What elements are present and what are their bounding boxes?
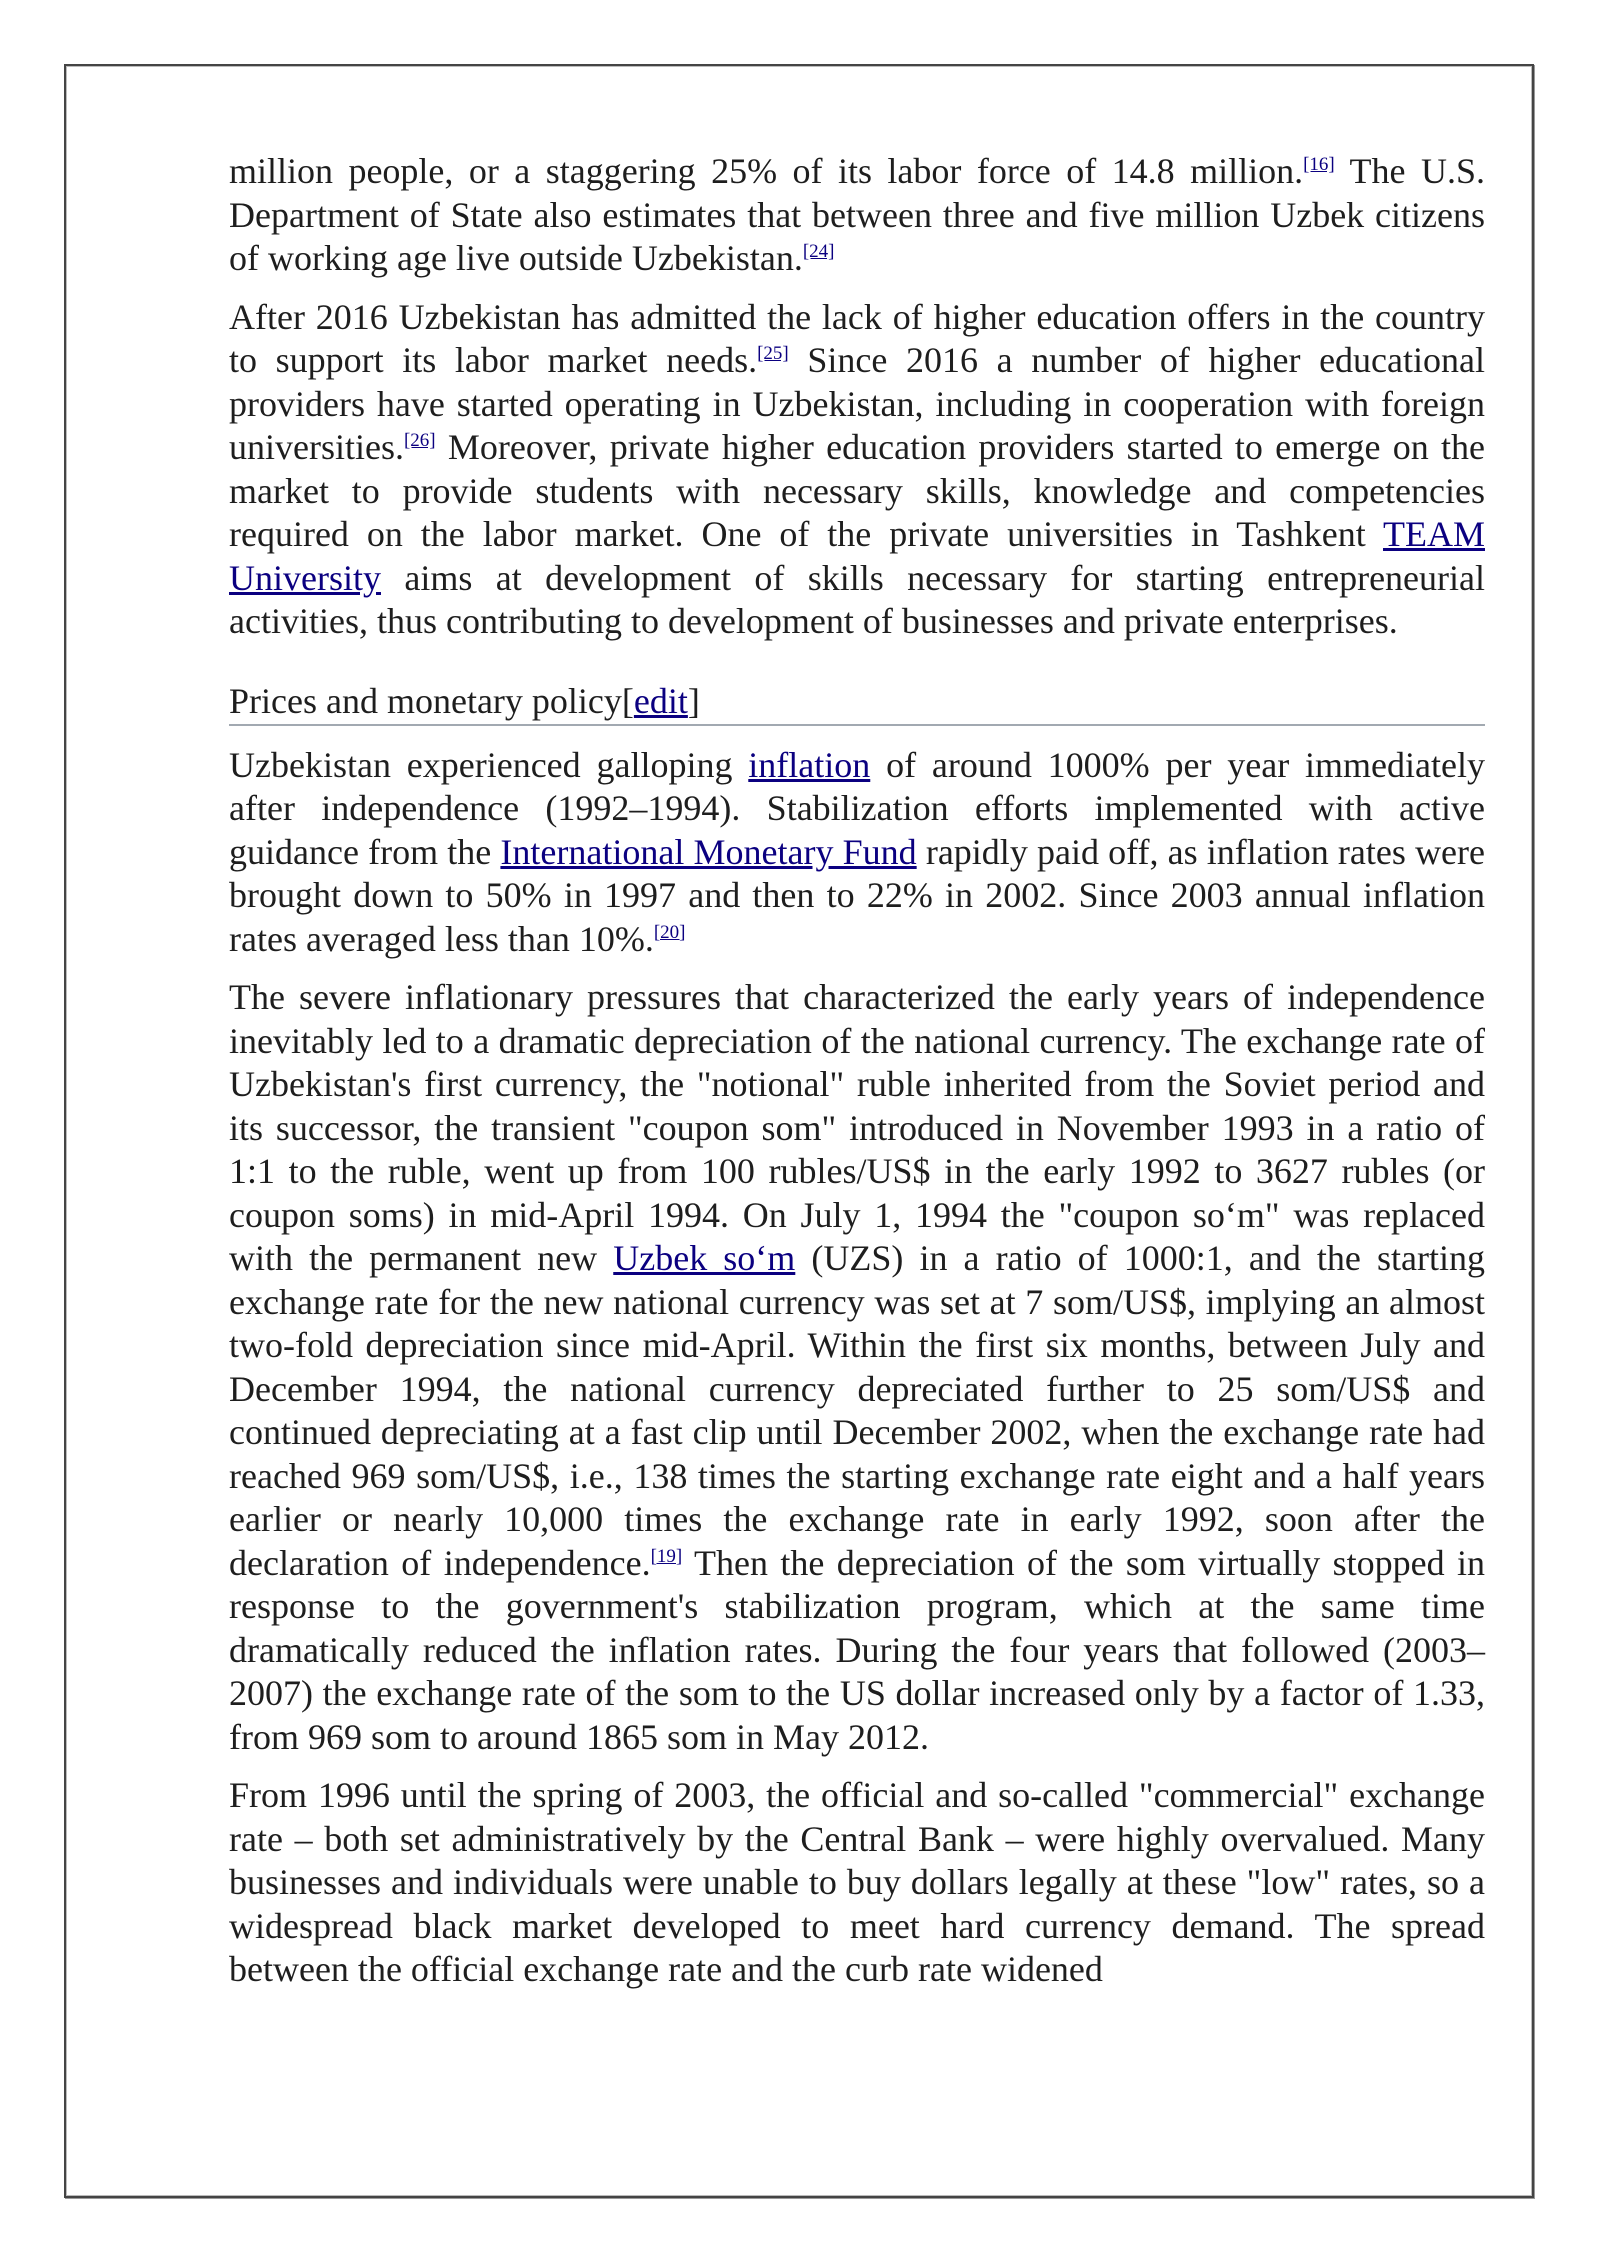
text: aims at development of skills necessary for starting entrepreneurial activities, thus contributing to development of businesses and private enterprises. — [229, 557, 1485, 641]
text: Then the depreciation of the som virtually stopped in response to the government's stabilization program, which at the same time dramatically reduced the inflation rates. During the four years that followed (2003–2007) the exchange rate of the som to the US dollar increased only by a factor of 1.33, from 969 som to around 1865 som in May 2012. — [229, 1542, 1485, 1757]
reference-link[interactable]: [16] — [1303, 154, 1335, 175]
paragraph-exchange-rate — [229, 1774, 1485, 1992]
reference-24[interactable] — [803, 241, 835, 262]
text: The severe inflationary pressures that characterized the early years of independence inevitably led to a dramatic depreciation of the national currency. The exchange rate of Uzbekistan's first currency, the "notional" ruble inherited from the Soviet period and its successor, the transient "coupon som" introduced in November 1993 in a ratio of 1:1 to the ruble, went up from 100 rubles/US$ in the early 1992 to 3627 rubles (or coupon soms) in mid-April 1994. On July 1, 1994 the "coupon so‘m" was replaced with the permanent new — [229, 977, 1485, 1278]
reference-25[interactable] — [757, 343, 789, 364]
paragraph-inflation — [229, 744, 1485, 962]
edit-bracket-open: [ — [621, 680, 634, 721]
text: of around 1000% per year immediately after independence (1992–1994). Stabilization efforts implemented with active guidance from the — [229, 744, 1485, 872]
edit-bracket-close: ] — [687, 680, 700, 721]
text: After 2016 Uzbekistan has admitted the lack of higher education offers in the country to support its labor market needs. — [229, 296, 1485, 380]
reference-link[interactable]: [25] — [757, 343, 789, 364]
text: million people, or a staggering 25% of its labor force of 14.8 million. — [229, 151, 1304, 191]
reference-20[interactable] — [654, 922, 686, 943]
paragraph-higher-education — [229, 296, 1485, 644]
section-title: Prices and monetary policy — [229, 680, 622, 721]
text: From 1996 until the spring of 2003, the official and so-called "commercial" exchange rate – both set administratively by the Central Bank – were highly overvalued. Many businesses and individuals were unable to buy dollars legally at these "low" rates, so a widespread black market developed to meet hard currency demand. The spread between the official exchange rate and the curb rate widened — [229, 1775, 1485, 1989]
reference-link[interactable]: [20] — [653, 921, 686, 943]
reference-26[interactable] — [404, 430, 436, 451]
article-body — [229, 150, 1485, 2007]
text: rapidly paid off, as inflation rates were brought down to 50% in 1997 and then to 22% in 2002. Since 2003 annual inflation rates averaged less than 10%. — [229, 831, 1486, 959]
edit-section-link[interactable]: edit — [633, 680, 688, 721]
reference-link[interactable]: [24] — [802, 241, 835, 262]
link-international-monetary-fund[interactable]: International Monetary Fund — [500, 831, 917, 872]
text: Moreover, private higher education providers started to emerge on the market to provide students with necessary skills, knowledge and competencies required on the labor market. One of the private universities in Tashkent — [229, 427, 1485, 554]
text: Since 2016 a number of higher educational providers have started operating in Uzbekistan, including in cooperation with foreign universities. — [229, 340, 1485, 467]
reference-16[interactable] — [1303, 154, 1335, 175]
reference-link[interactable]: [26] — [403, 430, 436, 451]
link-uzbek-som[interactable]: Uzbek so‘m — [613, 1238, 796, 1278]
paragraph-labor-migration — [229, 150, 1485, 281]
reference-link[interactable]: [19] — [650, 1545, 683, 1567]
section-heading-prices-monetary-policy — [229, 680, 1485, 726]
link-team-university[interactable]: TEAM University — [229, 514, 1485, 598]
link-inflation[interactable]: inflation — [748, 744, 871, 785]
paragraph-currency-depreciation — [229, 976, 1485, 1759]
text: Uzbekistan experienced galloping — [229, 744, 749, 785]
text: The U.S. Department of State also estimates that between three and five million Uzbek citizens of working age live outside Uzbekistan. — [229, 151, 1485, 278]
text: (UZS) in a ratio of 1000:1, and the starting exchange rate for the new national currency was set at 7 som/US$, implying an almost two-fold depreciation since mid-April. Within the first six months, between July and December 1994, the national currency depreciated further to 25 som/US$ and continued depreciating at a fast clip until December 2002, when the exchange rate had reached 969 som/US$, i.e., 138 times the starting exchange rate eight and a half years earlier or nearly 10,000 times the exchange rate in early 1992, soon after the declaration of independence. — [229, 1238, 1485, 1583]
reference-19[interactable] — [651, 1546, 683, 1567]
